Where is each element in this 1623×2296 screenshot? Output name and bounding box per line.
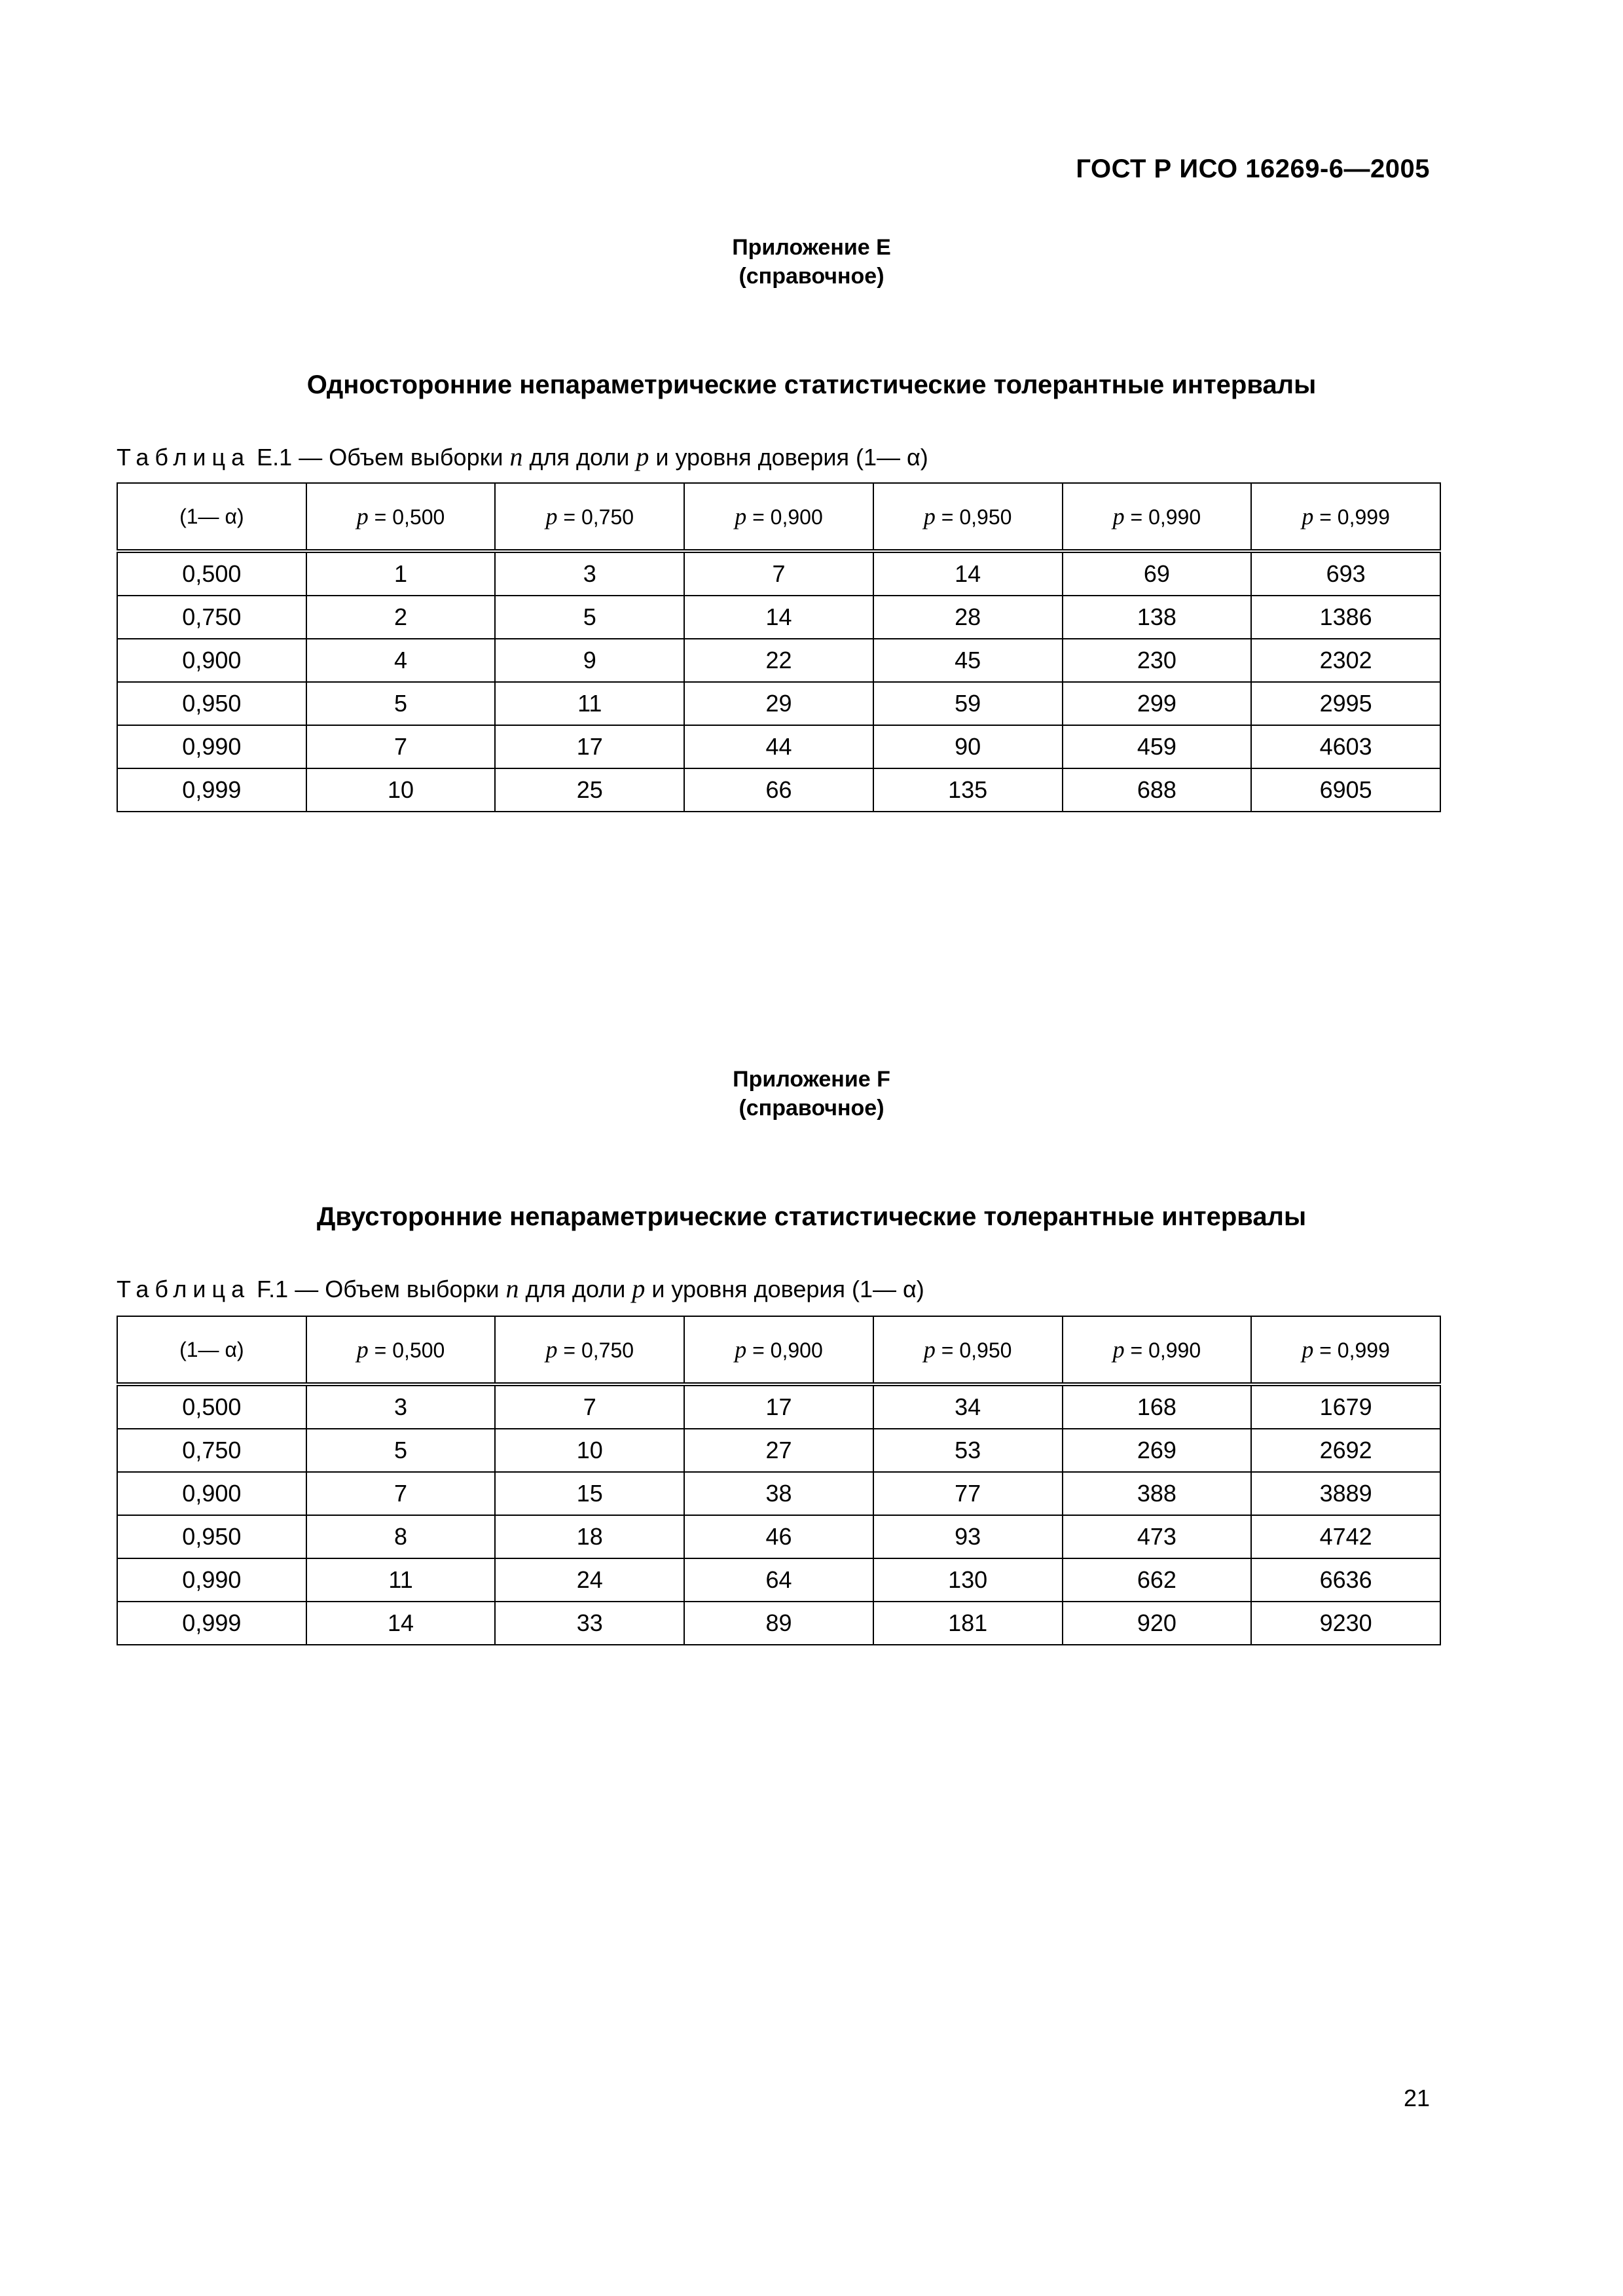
table-cell: 230 xyxy=(1063,639,1252,682)
row-header-cell: 0,999 xyxy=(117,1602,306,1645)
row-header-cell: 0,950 xyxy=(117,682,306,725)
table-cell: 2692 xyxy=(1251,1429,1440,1472)
table-f1-caption-var-p: p xyxy=(632,1274,646,1303)
table-e1-caption xyxy=(117,441,928,472)
table-cell: 14 xyxy=(873,551,1063,596)
table-cell: 33 xyxy=(495,1602,684,1645)
row-header-cell: 0,999 xyxy=(117,768,306,812)
table-cell: 34 xyxy=(873,1384,1063,1429)
column-header-proportion: p = 0,500 xyxy=(306,483,496,551)
table-header-row xyxy=(117,1316,1440,1384)
table-cell: 4603 xyxy=(1251,725,1440,768)
table-cell: 7 xyxy=(684,551,873,596)
table-cell: 7 xyxy=(495,1384,684,1429)
table-cell: 2995 xyxy=(1251,682,1440,725)
table-cell: 89 xyxy=(684,1602,873,1645)
table-row xyxy=(117,551,1440,596)
table-cell: 53 xyxy=(873,1429,1063,1472)
page-number: 21 xyxy=(1403,2085,1430,2111)
column-header-proportion: p = 0,950 xyxy=(873,483,1063,551)
appendix-f-title: Приложение F xyxy=(733,1067,890,1092)
table-f1-caption-var-n: n xyxy=(505,1274,519,1303)
table-row xyxy=(117,725,1440,768)
table-e1-caption-label: Таблица xyxy=(117,444,251,471)
table-f1-caption-number: F.1 xyxy=(257,1276,289,1302)
column-header-proportion: p = 0,900 xyxy=(684,483,873,551)
table-e1-caption-text-2: для доли xyxy=(522,444,636,471)
table-cell: 46 xyxy=(684,1515,873,1558)
table-header-row xyxy=(117,483,1440,551)
table-cell: 24 xyxy=(495,1558,684,1602)
table-cell: 66 xyxy=(684,768,873,812)
table-e1-caption-number: E.1 xyxy=(257,444,293,471)
table-cell: 5 xyxy=(306,1429,496,1472)
table-f1-caption xyxy=(117,1273,924,1304)
table-cell: 6636 xyxy=(1251,1558,1440,1602)
table-cell: 38 xyxy=(684,1472,873,1515)
table-cell: 90 xyxy=(873,725,1063,768)
column-header-confidence: (1— α) xyxy=(117,483,306,551)
table-cell: 28 xyxy=(873,596,1063,639)
table-cell: 269 xyxy=(1063,1429,1252,1472)
table-cell: 920 xyxy=(1063,1602,1252,1645)
table-row xyxy=(117,1515,1440,1558)
table-cell: 14 xyxy=(306,1602,496,1645)
table-cell: 388 xyxy=(1063,1472,1252,1515)
appendix-e-subtitle: (справочное) xyxy=(739,264,884,289)
table-cell: 138 xyxy=(1063,596,1252,639)
table-cell: 64 xyxy=(684,1558,873,1602)
table-f1-caption-label: Таблица xyxy=(117,1276,251,1302)
table-cell: 688 xyxy=(1063,768,1252,812)
row-header-cell: 0,500 xyxy=(117,551,306,596)
table-cell: 130 xyxy=(873,1558,1063,1602)
document-code: ГОСТ Р ИСО 16269-6—2005 xyxy=(1076,154,1430,183)
row-header-cell: 0,900 xyxy=(117,639,306,682)
table-cell: 15 xyxy=(495,1472,684,1515)
table-cell: 299 xyxy=(1063,682,1252,725)
table-e1-caption-text-3: и уровня доверия (1— α) xyxy=(649,444,928,471)
table-cell: 8 xyxy=(306,1515,496,1558)
table-row xyxy=(117,1384,1440,1429)
table-cell: 2 xyxy=(306,596,496,639)
table-cell: 3889 xyxy=(1251,1472,1440,1515)
table-cell: 69 xyxy=(1063,551,1252,596)
column-header-proportion: p = 0,900 xyxy=(684,1316,873,1384)
table-cell: 27 xyxy=(684,1429,873,1472)
table-cell: 11 xyxy=(495,682,684,725)
table-cell: 662 xyxy=(1063,1558,1252,1602)
table-row xyxy=(117,1558,1440,1602)
row-header-cell: 0,900 xyxy=(117,1472,306,1515)
table-cell: 9 xyxy=(495,639,684,682)
column-header-proportion: p = 0,990 xyxy=(1063,1316,1252,1384)
row-header-cell: 0,990 xyxy=(117,1558,306,1602)
table-cell: 17 xyxy=(684,1384,873,1429)
table-cell: 5 xyxy=(306,682,496,725)
column-header-proportion: p = 0,999 xyxy=(1251,1316,1440,1384)
row-header-cell: 0,950 xyxy=(117,1515,306,1558)
row-header-cell: 0,750 xyxy=(117,596,306,639)
column-header-proportion: p = 0,750 xyxy=(495,483,684,551)
table-cell: 22 xyxy=(684,639,873,682)
table-cell: 7 xyxy=(306,725,496,768)
table-cell: 4 xyxy=(306,639,496,682)
table-row xyxy=(117,1429,1440,1472)
table-row xyxy=(117,1472,1440,1515)
table-e1-caption-var-n: n xyxy=(509,442,523,471)
table-cell: 29 xyxy=(684,682,873,725)
appendix-e-heading: Односторонние непараметрические статистические толерантные интервалы xyxy=(306,370,1317,399)
column-header-confidence: (1— α) xyxy=(117,1316,306,1384)
table-cell: 10 xyxy=(495,1429,684,1472)
appendix-f-title-block xyxy=(0,1065,1623,1122)
table-cell: 5 xyxy=(495,596,684,639)
table-e1-caption-text-1: — Объем выборки xyxy=(292,444,510,471)
table-cell: 3 xyxy=(495,551,684,596)
table-cell: 181 xyxy=(873,1602,1063,1645)
appendix-e-title: Приложение E xyxy=(732,235,891,260)
column-header-proportion: p = 0,990 xyxy=(1063,483,1252,551)
table-cell: 2302 xyxy=(1251,639,1440,682)
table-cell: 77 xyxy=(873,1472,1063,1515)
row-header-cell: 0,750 xyxy=(117,1429,306,1472)
table-cell: 135 xyxy=(873,768,1063,812)
appendix-f-subtitle: (справочное) xyxy=(739,1096,884,1121)
table-cell: 1679 xyxy=(1251,1384,1440,1429)
row-header-cell: 0,990 xyxy=(117,725,306,768)
table-cell: 4742 xyxy=(1251,1515,1440,1558)
table-cell: 44 xyxy=(684,725,873,768)
column-header-proportion: p = 0,999 xyxy=(1251,483,1440,551)
table-cell: 7 xyxy=(306,1472,496,1515)
table-f1-caption-text-1: — Объем выборки xyxy=(288,1276,506,1302)
column-header-proportion: p = 0,500 xyxy=(306,1316,496,1384)
table-cell: 11 xyxy=(306,1558,496,1602)
row-header-cell: 0,500 xyxy=(117,1384,306,1429)
table-f1-caption-text-3: и уровня доверия (1— α) xyxy=(645,1276,924,1302)
table-cell: 693 xyxy=(1251,551,1440,596)
table-row xyxy=(117,768,1440,812)
appendix-e-title-block xyxy=(0,233,1623,291)
table-row xyxy=(117,596,1440,639)
table-cell: 9230 xyxy=(1251,1602,1440,1645)
table-cell: 3 xyxy=(306,1384,496,1429)
table-cell: 459 xyxy=(1063,725,1252,768)
table-row xyxy=(117,682,1440,725)
table-cell: 45 xyxy=(873,639,1063,682)
table-cell: 10 xyxy=(306,768,496,812)
table-f1-caption-text-2: для доли xyxy=(519,1276,632,1302)
appendix-f-heading: Двусторонние непараметрические статистические толерантные интервалы xyxy=(316,1202,1307,1231)
table-cell: 25 xyxy=(495,768,684,812)
column-header-proportion: p = 0,750 xyxy=(495,1316,684,1384)
table-cell: 59 xyxy=(873,682,1063,725)
table-cell: 168 xyxy=(1063,1384,1252,1429)
table-row xyxy=(117,639,1440,682)
table-cell: 473 xyxy=(1063,1515,1252,1558)
table-cell: 17 xyxy=(495,725,684,768)
table-cell: 93 xyxy=(873,1515,1063,1558)
table-cell: 18 xyxy=(495,1515,684,1558)
table-cell: 14 xyxy=(684,596,873,639)
table-row xyxy=(117,1602,1440,1645)
table-cell: 1 xyxy=(306,551,496,596)
table-e1-caption-var-p: p xyxy=(636,442,649,471)
table-cell: 6905 xyxy=(1251,768,1440,812)
table-e1 xyxy=(117,482,1441,812)
column-header-proportion: p = 0,950 xyxy=(873,1316,1063,1384)
table-f1 xyxy=(117,1316,1441,1645)
table-cell: 1386 xyxy=(1251,596,1440,639)
